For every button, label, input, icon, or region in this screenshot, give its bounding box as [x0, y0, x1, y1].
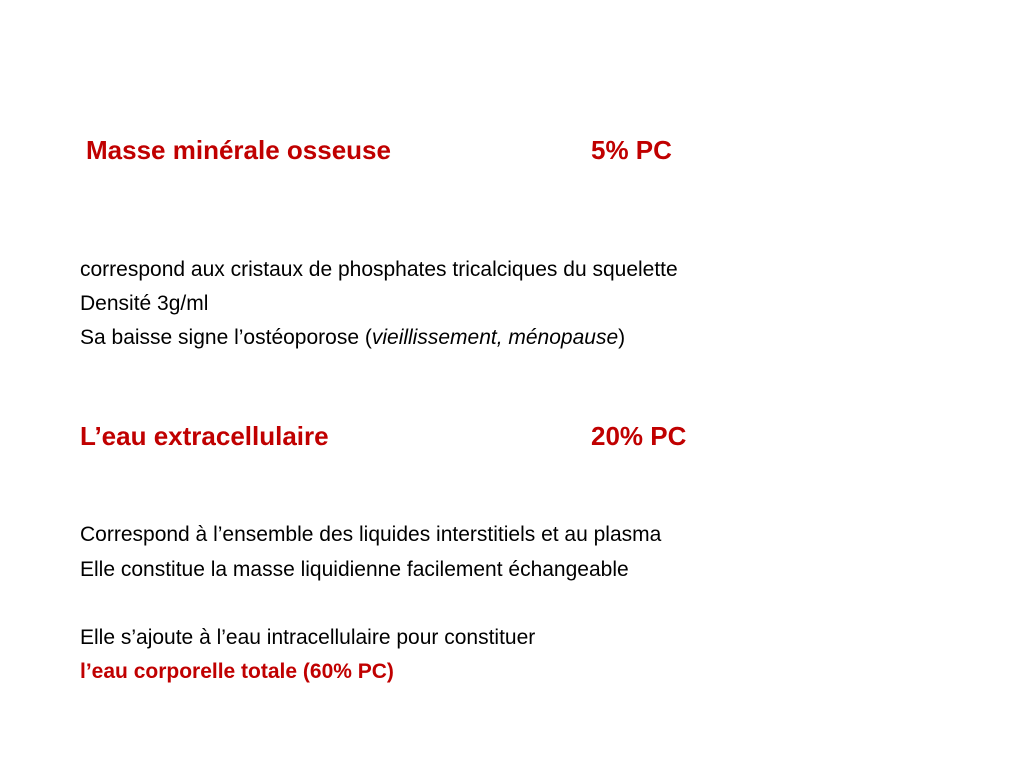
section1-line-3-suffix: ): [618, 326, 626, 349]
section2-highlight: l’eau corporelle totale (60% PC): [80, 660, 394, 683]
section1-line-3-italic: vieillissement, ménopause: [371, 326, 619, 349]
section2-line-3: Elle s’ajoute à l’eau intracellulaire pour constituer: [80, 626, 536, 649]
section1-title: Masse minérale osseuse: [86, 135, 391, 165]
section1-percent: 5% PC: [591, 135, 672, 165]
section2-line-2: Elle constitue la masse liquidienne facilement échangeable: [80, 558, 629, 581]
section2-title: L’eau extracellulaire: [80, 421, 329, 451]
section2-percent: 20% PC: [591, 421, 687, 451]
section1-line-1: correspond aux cristaux de phosphates tricalciques du squelette: [80, 258, 678, 281]
section2-line-1: Correspond à l’ensemble des liquides interstitiels et au plasma: [80, 523, 662, 546]
section1-line-3: [80, 325, 625, 351]
section1-line-2: Densité 3g/ml: [80, 292, 209, 315]
section1-line-3-prefix: Sa baisse signe l’ostéoporose (: [80, 326, 372, 349]
